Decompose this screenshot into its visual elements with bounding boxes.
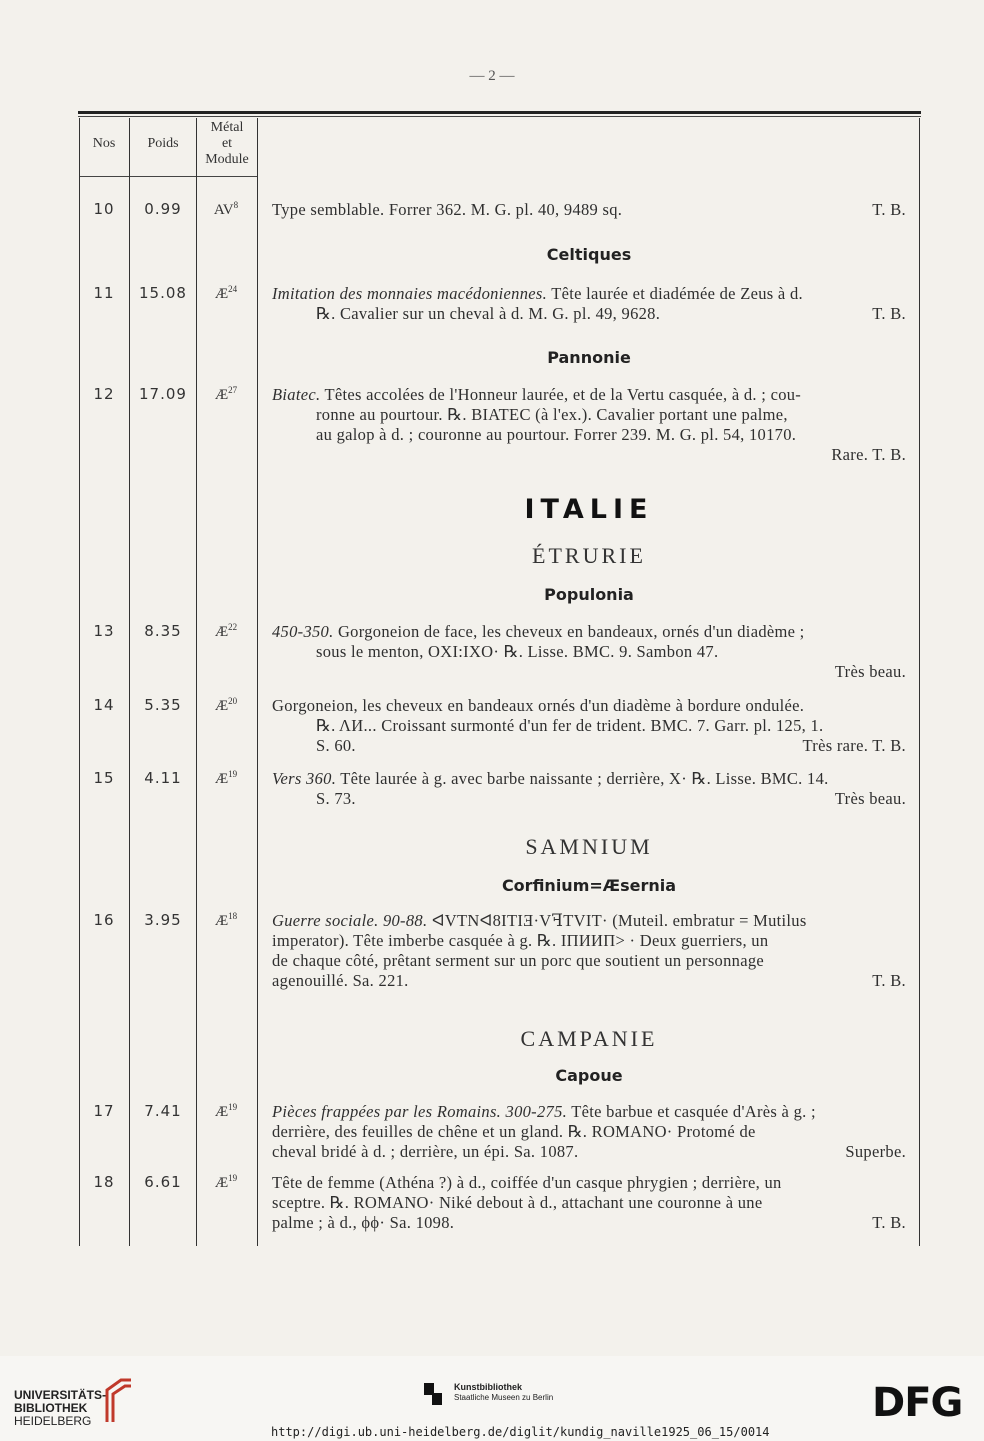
section-populonia: Populonia <box>544 585 634 604</box>
entry-weight: 15.08 <box>139 284 187 302</box>
entry-description: Tête de femme (Athéna ?) à d., coiffée d'un casque phrygien ; derrière, un sceptre. ℞. ROMANO· Niké debout à d., attachant une couronne à une palme ; à d., ϕϕ· Sa. 1098. T. B. <box>272 1173 906 1232</box>
university-library-logo[interactable]: UNIVERSITÄTS- BIBLIOTHEK HEIDELBERG <box>14 1388 107 1428</box>
header-poids: Poids <box>147 136 179 151</box>
kunstbibliothek-label[interactable]: Kunstbibliothek Staatliche Museen zu Berlin <box>454 1382 554 1402</box>
entry-weight: 0.99 <box>144 200 182 218</box>
entry-weight: 17.09 <box>139 385 187 403</box>
section-pannonie: Pannonie <box>547 348 631 367</box>
header-nos: Nos <box>92 136 116 151</box>
col-line-3 <box>196 118 197 1246</box>
entry-metal: $Æ^{19}$ <box>214 1173 238 1191</box>
entry-metal: $Æ^{19}$ <box>214 1102 238 1120</box>
entry-number: 12 <box>93 385 115 403</box>
entry-weight: 6.61 <box>144 1173 182 1191</box>
entry-description: Gorgoneion, les cheveux en bandeaux ornés d'un diadème à bordure ondulée. ℞. ΛИ... Croissant surmonté d'un fer de trident. BMC. 7. Garr. pl. 125, 1. S. 60. Très rare. T. B. <box>272 696 906 755</box>
entry-description: Guerre sociale. 90-88. ᐊVTNᐊ8ITIƎ·VꟻTVIT· (Muteil. embratur = Mutilus imperator). Tête imberbe casquée à g. ℞. ІПИИП> · Deux guerriers, un de chaque côté, prêtant serment sur un porc que soutient un personnage agenouillé. Sa. 221. T. B. <box>272 911 906 990</box>
entry-weight: 3.95 <box>144 911 182 929</box>
entry-description: Type semblable. Forrer 362. M. G. pl. 40, 9489 sq. T. B. <box>272 200 906 219</box>
entry-number: 17 <box>93 1102 115 1120</box>
entry-weight: 4.11 <box>144 769 182 787</box>
entry-number: 16 <box>93 911 115 929</box>
section-corfinium: Corfinium=Æsernia <box>501 876 677 895</box>
entry-description: Imitation des monnaies macédoniennes. Tête laurée et diadémée de Zeus à d. ℞. Cavalier sur un cheval à d. M. G. pl. 49, 9628. T. B. <box>272 284 906 323</box>
col-line-5 <box>919 118 920 1246</box>
section-capoue: Capoue <box>555 1066 623 1085</box>
page-number: — 2 — <box>469 68 515 84</box>
entry-weight: 7.41 <box>144 1102 182 1120</box>
entry-number: 13 <box>93 622 115 640</box>
university-library-mark-icon <box>103 1378 133 1424</box>
entry-description: 450-350. Gorgoneion de face, les cheveux en bandeaux, ornés d'un diadème ; sous le menton, OXI:IXO· ℞. Lisse. BMC. 9. Sambon 47. Très beau. <box>272 622 906 681</box>
entry-number: 11 <box>93 284 115 302</box>
entry-number: 15 <box>93 769 115 787</box>
col-line-4 <box>257 118 258 1246</box>
col-line-1 <box>79 118 80 1246</box>
top-rule-thin <box>78 116 921 117</box>
dfg-logo[interactable]: DFG <box>872 1380 963 1426</box>
entry-metal: $Æ^{20}$ <box>214 696 238 714</box>
entry-metal: $Æ^{27}$ <box>214 385 238 403</box>
entry-description: Pièces frappées par les Romains. 300-275. Tête barbue et casquée d'Arès à g. ; derrière, des feuilles de chêne et un gland. ℞. ROMANO· Protomé de cheval bridé à d. ; derrière, un épi. Sa. 1087. Superbe. <box>272 1102 906 1161</box>
section-campanie: CAMPANIE <box>520 1026 658 1051</box>
section-italie: ITALIE <box>524 494 654 525</box>
col-line-2 <box>129 118 130 1246</box>
header-metal: Métal et Module <box>205 120 249 167</box>
entry-weight: 8.35 <box>144 622 182 640</box>
entry-weight: 5.35 <box>144 696 182 714</box>
source-url-link[interactable]: http://digi.ub.uni-heidelberg.de/diglit/kundig_naville1925_06_15/0014 <box>271 1425 770 1439</box>
entry-metal: $Æ^{24}$ <box>214 284 238 302</box>
entry-number: 18 <box>93 1173 115 1191</box>
entry-number: 14 <box>93 696 115 714</box>
kunstbibliothek-logo-icon <box>424 1383 442 1405</box>
entry-metal: $AV^8$ <box>213 200 239 218</box>
entry-description: Vers 360. Tête laurée à g. avec barbe naissante ; derrière, X· ℞. Lisse. BMC. 14. S. 73. Très beau. <box>272 769 906 808</box>
section-samnium: SAMNIUM <box>525 834 653 859</box>
top-rule <box>78 111 921 114</box>
entry-metal: $Æ^{19}$ <box>214 769 238 787</box>
entry-metal: $Æ^{18}$ <box>214 911 238 929</box>
entry-description: Biatec. Têtes accolées de l'Honneur laurée, et de la Vertu casquée, à d. ; cou- ronne au pourtour. ℞. BIATEC (à l'ex.). Cavalier portant une palme, au galop à d. ; couronne au pourtour. Forrer 239. M. G. pl. 54, 10170. Rare. T. B. <box>272 385 906 464</box>
entry-metal: $Æ^{22}$ <box>214 622 238 640</box>
section-celtiques: Celtiques <box>546 245 632 264</box>
entry-number: 10 <box>93 200 115 218</box>
section-etrurie: ÉTRURIE <box>532 543 646 568</box>
